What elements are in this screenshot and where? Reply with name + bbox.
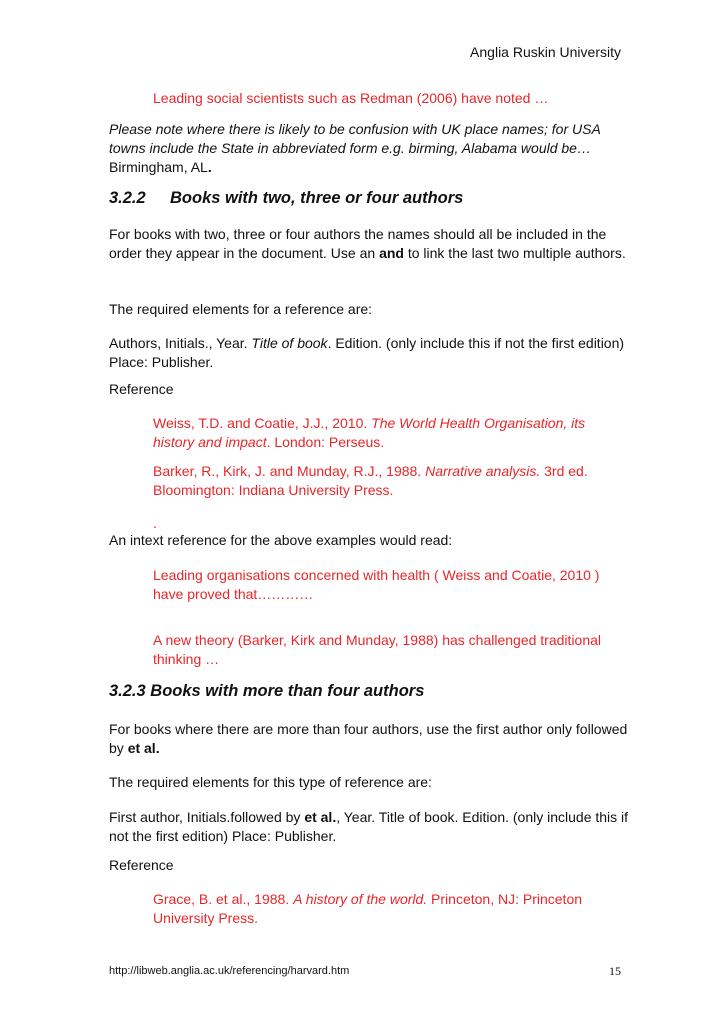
format-text-b: . Edition. (only include this if not the first edition) Place: Publisher. xyxy=(109,335,625,370)
ref323-authors: Grace, B. et al., 1988. xyxy=(153,891,294,907)
ref1-title: The World Health Organisation, its history and impact xyxy=(153,415,586,450)
footer-url[interactable]: http://libweb.anglia.ac.uk/referencing/harvard.htm xyxy=(109,965,350,977)
section-322-ref1 xyxy=(153,414,623,452)
section-322-required-label: The required elements for a reference are: xyxy=(109,301,373,317)
section-323-format xyxy=(109,808,629,846)
format-text-a: Authors, Initials., Year. xyxy=(109,335,252,351)
section-322-ref2 xyxy=(153,462,623,500)
para1-text-b: to link the last two multiple authors. xyxy=(403,245,626,261)
section-322-intext-label: An intext reference for the above examples would read: xyxy=(109,532,453,548)
intro-example: Leading social scientists such as Redman (2006) have noted … xyxy=(153,90,549,106)
section-322-intext1: Leading organisations concerned with health ( Weiss and Coatie, 2010 ) have proved that………… xyxy=(153,567,600,602)
para1-323-text: For books where there are more than four authors, use the first author only followed by xyxy=(109,721,628,756)
ref1-authors: Weiss, T.D. and Coatie, J.J., 2010. xyxy=(153,415,372,431)
section-322-reference-label: Reference xyxy=(109,381,174,397)
para1-text-a: For books with two, three or four authors the names should all be included in the order they appear in the document. Use an xyxy=(109,226,607,261)
format-323-text-a: First author, Initials.followed by xyxy=(109,809,305,825)
format-323-bold: et al. xyxy=(304,809,337,825)
ref2-authors: Barker, R., Kirk, J. and Munday, R.J., 1988. xyxy=(153,463,426,479)
section-323-required-label: The required elements for this type of reference are: xyxy=(109,774,432,790)
ref2-publisher: 3rd ed. Bloomington: Indiana University Press. xyxy=(153,463,588,498)
ref1-publisher: . London: Perseus. xyxy=(266,434,385,450)
section-323-para1 xyxy=(109,720,629,758)
format-323-text-b: , Year. Title of book. Edition. (only include this if not the first edition) Place: Publisher. xyxy=(109,809,629,844)
section-323-heading: 3.2.3 Books with more than four authors xyxy=(109,682,425,700)
section-322-number: 3.2.2 xyxy=(109,189,146,207)
section-322-heading xyxy=(109,187,464,209)
section-322-dot: . xyxy=(153,515,157,531)
section-322-title: Books with two, three or four authors xyxy=(170,189,464,207)
section-322-intext2: A new theory (Barker, Kirk and Munday, 1988) has challenged traditional thinking … xyxy=(153,632,601,667)
section-323-reference-label: Reference xyxy=(109,857,174,873)
place-note-example: Birmingham, AL xyxy=(109,159,208,175)
ref323-publisher: Princeton, NJ: Princeton University Press. xyxy=(153,891,583,926)
format-title: Title of book xyxy=(251,335,328,351)
header-institution: Anglia Ruskin University xyxy=(470,44,621,60)
page-number: 15 xyxy=(609,964,621,978)
place-note xyxy=(109,120,629,177)
ref2-title: Narrative analysis. xyxy=(425,463,541,479)
section-322-para1 xyxy=(109,225,629,263)
place-note-italic: Please note where there is likely to be confusion with UK place names; for USA towns include the State in abbreviated form e.g. birming, Alabama would be… xyxy=(109,121,601,156)
para1-bold: and xyxy=(379,245,404,261)
place-note-end: . xyxy=(207,159,212,175)
para1-323-bold: et al. xyxy=(127,740,160,756)
section-322-format xyxy=(109,334,629,372)
section-323-ref1 xyxy=(153,890,623,928)
ref323-title: A history of the world. xyxy=(293,891,428,907)
